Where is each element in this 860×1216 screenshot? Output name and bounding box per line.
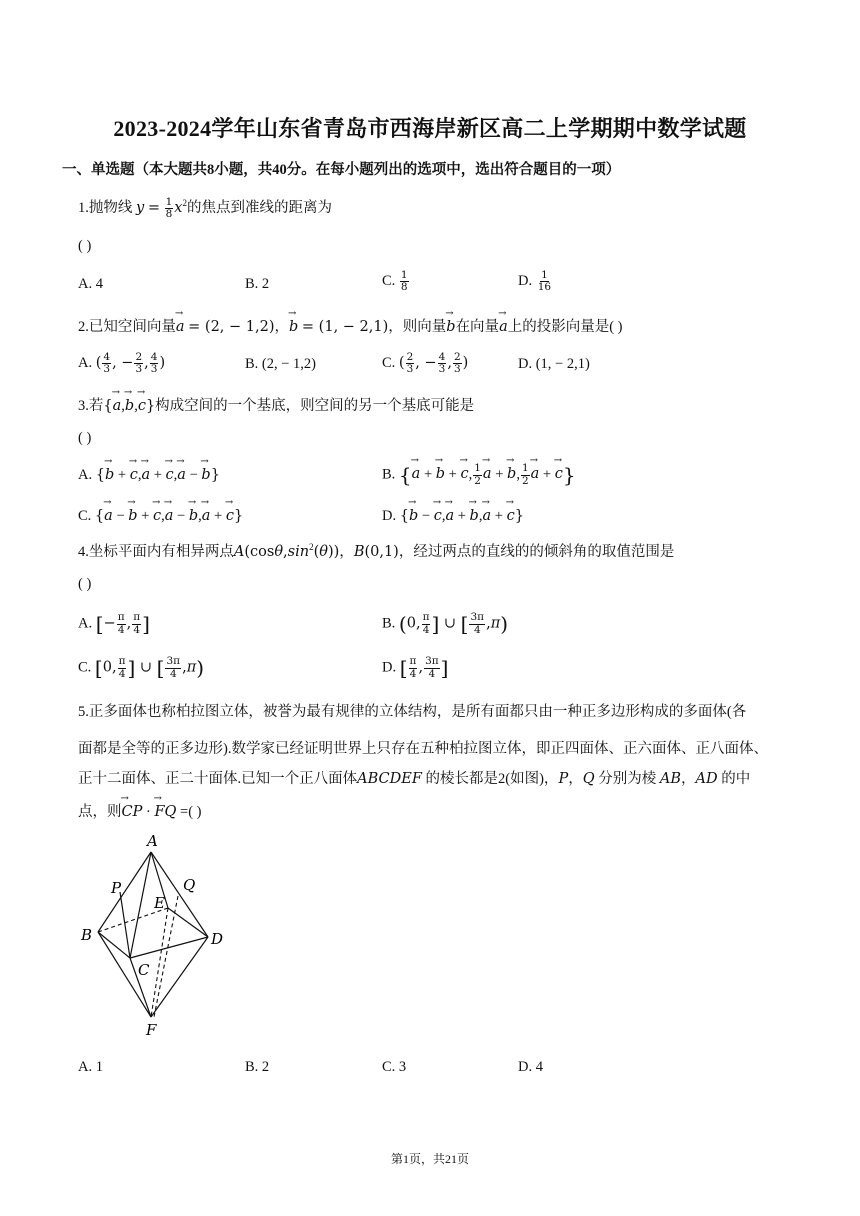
question-5-line-2: 面都是全等的正多边形).数学家已经证明世界上只存在五种柏拉图立体，即正四面体、正六面体、正八面体、 — [78, 741, 768, 757]
answer-blank-3: ( ) — [78, 430, 92, 446]
q1-option-d: D. $\frac{1}{16}$ — [518, 269, 552, 294]
q3-option-c: C. {→ a − → b + → c,→ a − → b,→ a + → c} — [78, 508, 243, 525]
q5-option-d: D. 4 — [518, 1059, 543, 1075]
figure-label-a: A — [147, 832, 158, 850]
figure-label-b: B — [81, 926, 93, 944]
answer-blank-1: ( ) — [78, 238, 92, 254]
answer-blank-4: ( ) — [78, 576, 92, 592]
q1-option-a: A. 4 — [78, 276, 103, 292]
q2-option-c: C. ( $\frac{2}{3}$ , − $\frac{4}{3}$ , $\frac{2}{3}$ ) — [382, 351, 469, 376]
q2-option-d: D. (1, − 2,1) — [518, 356, 590, 372]
question-3: 3.若{→ a,→ b,→ c}构成空间的一个基底，则空间的另一个基底可能是 — [78, 394, 474, 415]
octahedron-figure — [78, 830, 238, 1040]
figure-label-f: F — [146, 1021, 157, 1039]
figure-label-q: Q — [183, 876, 196, 894]
q4-option-a: A. [− $\frac{\pi}{4}$ , $\frac{\pi}{4}$ ] — [78, 611, 150, 636]
question-5-line-4: 点，则→ CP · → FQ =( ) — [78, 800, 202, 821]
q3-option-b: B. {→ a + → b + → c, $\frac{1}{2}$ → a + → b, $\frac{1}{2}$ → a + → c} — [382, 463, 576, 487]
question-4: 4.坐标平面内有相异两点$A(\cos\theta,\sin^2(\theta))$，B(0,1)，经过两点的直线的的倾斜角的取值范围是 — [78, 542, 675, 560]
q3-option-d: D. {→ b − → c,→ a + → b,→ a + → c} — [382, 508, 524, 525]
question-5-line-3: 正十二面体、正二十面体.已知一个正八面体ABCDEF 的棱长都是2(如图)，P，Q 分别为棱 AB，AD 的中 — [78, 771, 751, 787]
figure-label-c: C — [138, 961, 150, 979]
figure-label-e: E — [154, 894, 165, 912]
q2-option-a: A. ( $\frac{4}{3}$ , − $\frac{2}{3}$ , $\frac{4}{3}$ ) — [78, 351, 166, 376]
figure-label-d: D — [211, 930, 224, 948]
page-title: 2023-2024学年山东省青岛市西海岸新区高二上学期期中数学试题 — [113, 116, 747, 141]
question-5-line-1: 5.正多面体也称柏拉图立体，被誉为最有规律的立体结构，是所有面都只由一种正多边形构成的多面体(各 — [78, 704, 747, 720]
q4-option-c: C. [0, $\frac{\pi}{4}$ ] ∪ [ $\frac{3\pi}{4}$ ,π) — [78, 655, 205, 680]
q5-option-c: C. 3 — [382, 1059, 407, 1075]
section-heading: 一、单选题（本大题共8小题，共40分。在每小题列出的选项中，选出符合题目的一项） — [62, 162, 621, 178]
figure-label-p: P — [111, 879, 122, 897]
q3-option-a: A. {→ b + → c,→ a + → c,→ a − → b} — [78, 467, 220, 484]
page-footer: 第1页，共21页 — [390, 1152, 469, 1166]
q5-option-a: A. 1 — [78, 1059, 103, 1075]
q1-option-c: C. $\frac{1}{8}$ — [382, 269, 408, 294]
question-1: 1.抛物线 y = $\frac{1}{8}$ $x^2$的焦点到准线的距离为 — [78, 196, 332, 221]
q2-option-b: B. (2, − 1,2) — [245, 356, 317, 372]
q4-option-b: B. (0, $\frac{\pi}{4}$ ] ∪ [ $\frac{3\pi}{4}$ ,π) — [382, 611, 509, 636]
q4-option-d: D. [ $\frac{\pi}{4}$ , $\frac{3\pi}{4}$ ] — [382, 655, 449, 680]
question-2: 2.已知空间向量→ a = (2, − 1,2)，→ b = (1, − 2,1)，则向量→ b在向量→ a上的投影向量是( ) — [78, 315, 623, 336]
q1-option-b: B. 2 — [245, 276, 270, 292]
q5-option-b: B. 2 — [245, 1059, 270, 1075]
